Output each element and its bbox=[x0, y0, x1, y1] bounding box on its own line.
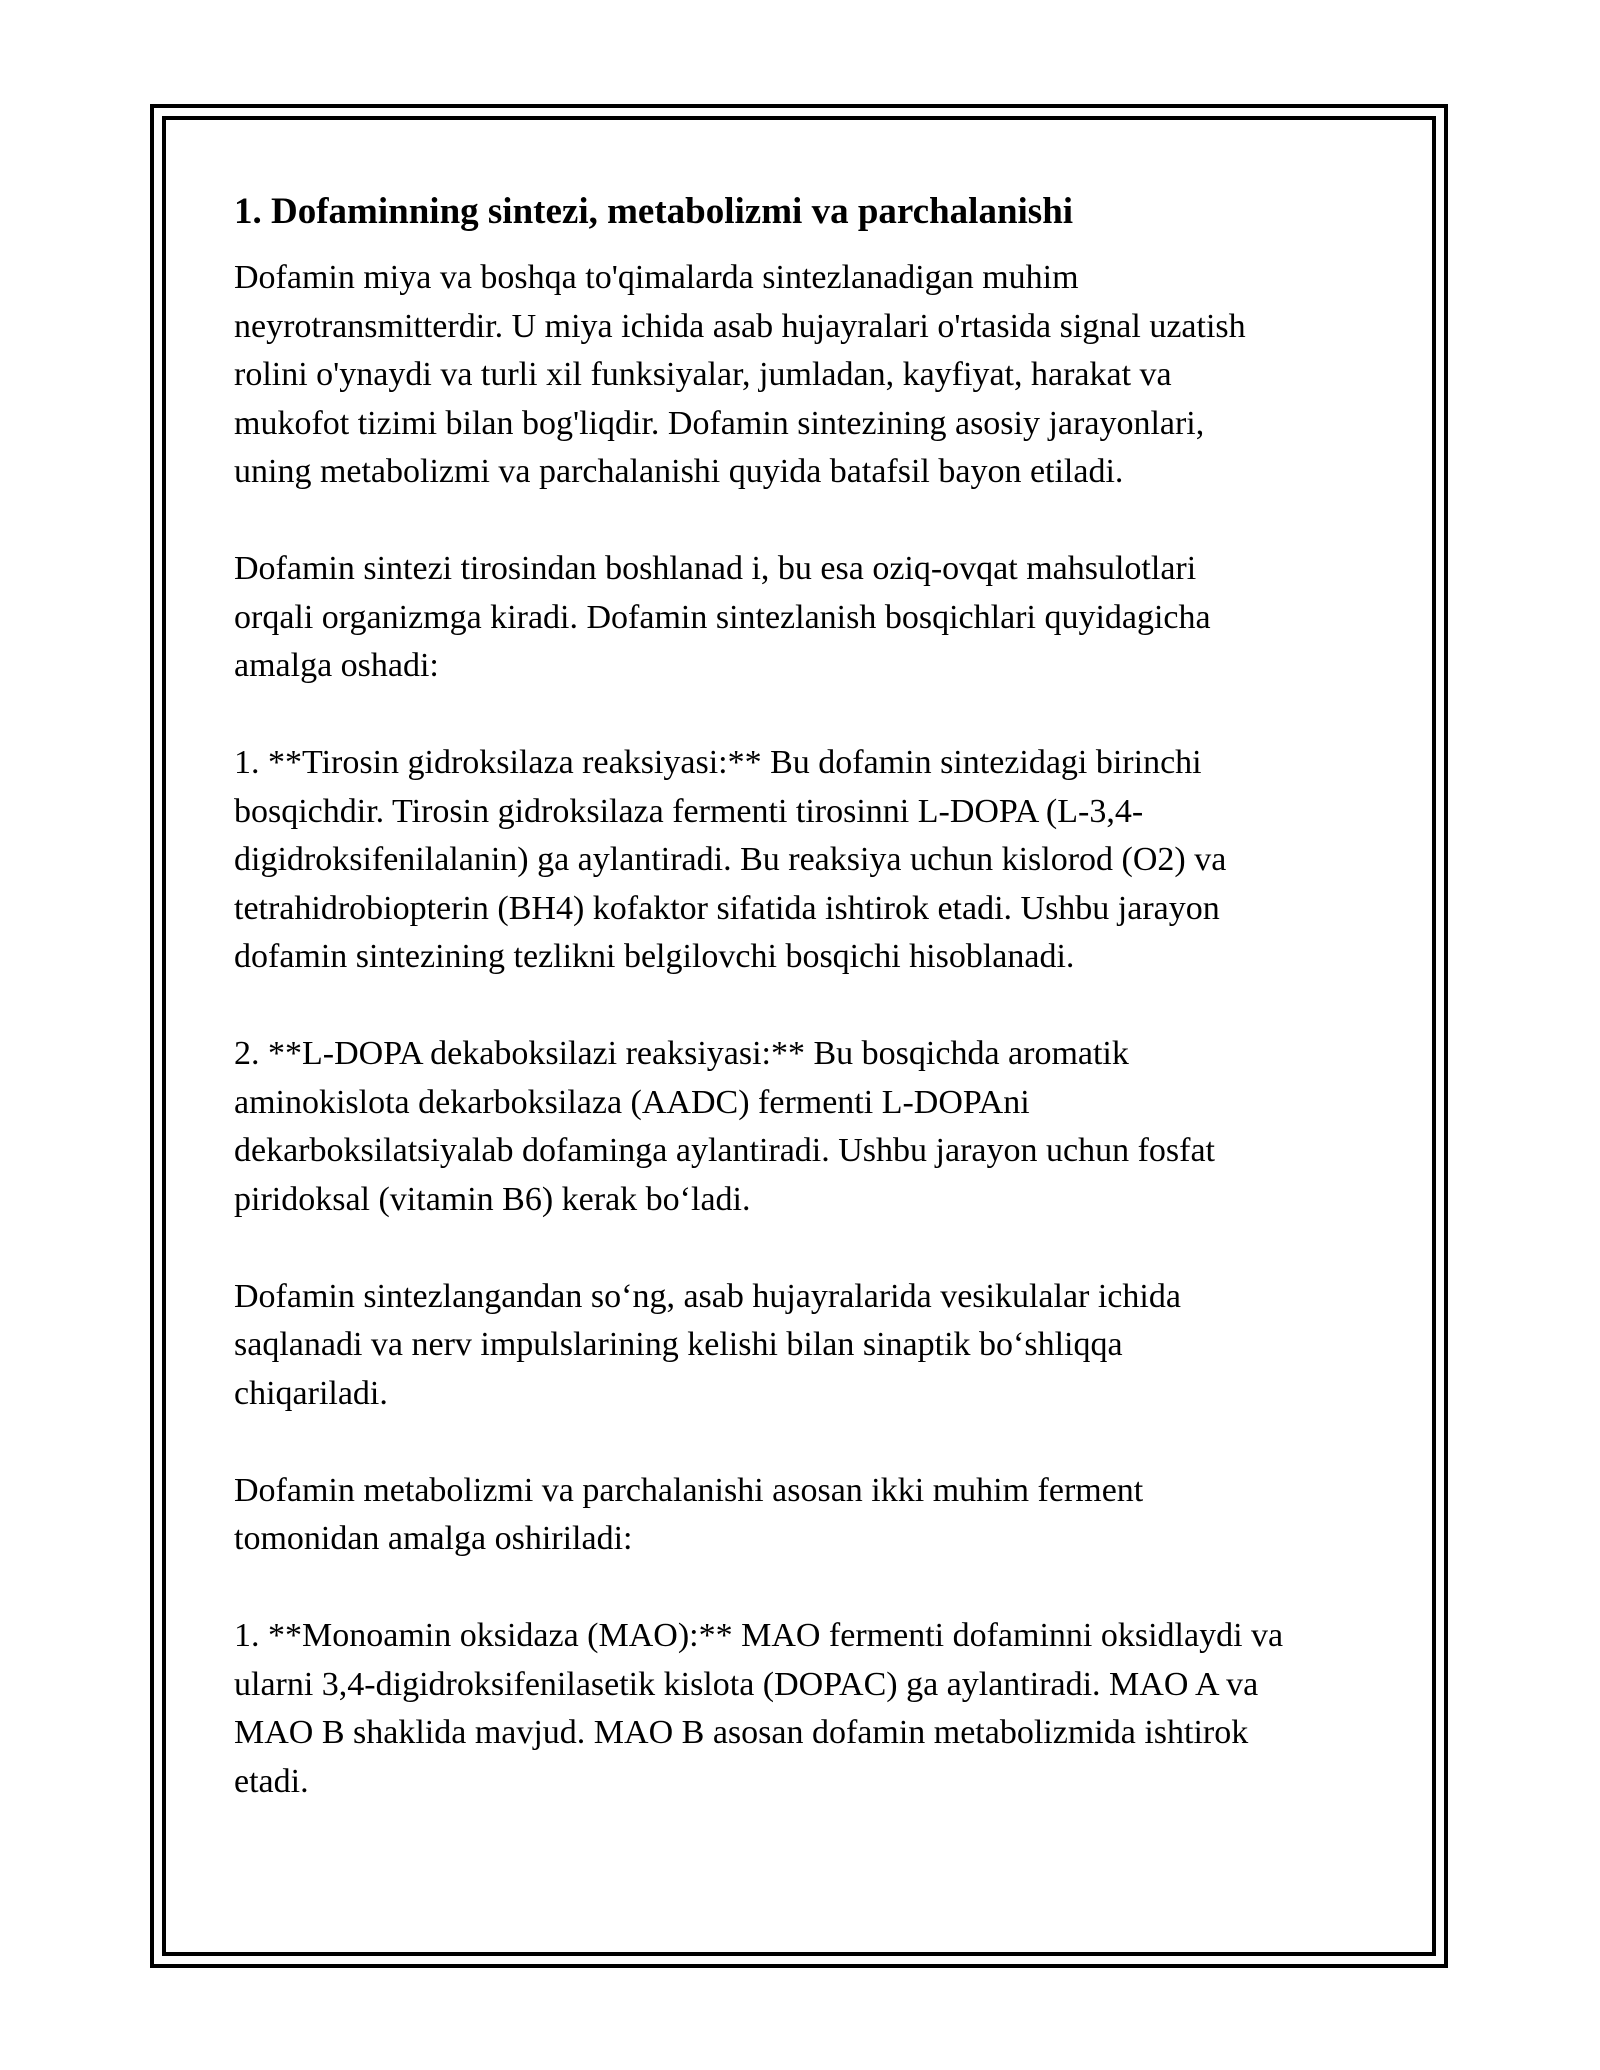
paragraph bbox=[234, 254, 1384, 497]
paragraph-line: bosqichdir. Tirosin gidroksilaza fermenti tirosinni L-DOPA (L-3,4- bbox=[234, 792, 1144, 830]
paragraph-line: tetrahidrobiopterin (BH4) kofaktor sifatida ishtirok etadi. Ushbu jarayon bbox=[234, 889, 1220, 927]
paragraph-line: rolini o'ynaydi va turli xil funksiyalar, jumladan, kayfiyat, harakat va bbox=[234, 356, 1172, 393]
paragraph bbox=[234, 1612, 1384, 1806]
paragraph-line: Dofamin miya va boshqa to'qimalarda sintezlanadigan muhim bbox=[234, 259, 1079, 296]
section-heading: 1. Dofaminning sintezi, metabolizmi va parchalanishi bbox=[234, 191, 1074, 232]
paragraphs-container bbox=[234, 254, 1384, 1806]
paragraph bbox=[234, 545, 1384, 691]
paragraph-line: saqlanadi va nerv impulslarining kelishi bilan sinaptik bo‘shliqqa bbox=[234, 1326, 1123, 1363]
paragraph bbox=[234, 1273, 1384, 1419]
paragraph-line: ularni 3,4-digidroksifenilasetik kislota (DOPAC) ga aylantiradi. MAO A va bbox=[234, 1665, 1259, 1703]
paragraph bbox=[234, 1030, 1384, 1224]
paragraph-line: chiqariladi. bbox=[234, 1374, 388, 1412]
paragraph-line: dofamin sintezining tezlikni belgilovchi bosqichi hisoblanadi. bbox=[234, 938, 1075, 975]
paragraph-line: 1. **Tirosin gidroksilaza reaksiyasi:** Bu dofamin sintezidagi birinchi bbox=[234, 744, 1202, 781]
paragraph-line: tomonidan amalga oshiriladi: bbox=[234, 1520, 633, 1557]
paragraph-line: MAO B shaklida mavjud. MAO B asosan dofamin metabolizmida ishtirok bbox=[234, 1714, 1249, 1751]
paragraph-line: digidroksifenilalanin) ga aylantiradi. Bu reaksiya uchun kislorod (O2) va bbox=[234, 841, 1227, 878]
paragraph-line: amalga oshadi: bbox=[234, 647, 439, 684]
paragraph-line: etadi. bbox=[234, 1762, 309, 1800]
paragraph-line: aminokislota dekarboksilaza (AADC) fermenti L-DOPAni bbox=[234, 1083, 1030, 1121]
paragraph-line: orqali organizmga kiradi. Dofamin sintezlanish bosqichlari quyidagicha bbox=[234, 598, 1211, 636]
paragraph-line: Dofamin metabolizmi va parchalanishi asosan ikki muhim ferment bbox=[234, 1471, 1144, 1509]
paragraph bbox=[234, 739, 1384, 982]
paragraph-line: 2. **L-DOPA dekaboksilazi reaksiyasi:** Bu bosqichda aromatik bbox=[234, 1035, 1129, 1072]
paragraph-line: neyrotransmitterdir. U miya ichida asab hujayralari o'rtasida signal uzatish bbox=[234, 307, 1246, 345]
paragraph-line: Dofamin sintezlangandan so‘ng, asab hujayralarida vesikulalar ichida bbox=[234, 1277, 1181, 1315]
paragraph-line: uning metabolizmi va parchalanishi quyida batafsil bayon etiladi. bbox=[234, 453, 1124, 490]
paragraph bbox=[234, 1467, 1384, 1564]
paragraph-line: Dofamin sintezi tirosindan boshlanad i, bu esa oziq-ovqat mahsulotlari bbox=[234, 550, 1197, 587]
paragraph-line: piridoksal (vitamin B6) kerak bo‘ladi. bbox=[234, 1180, 751, 1218]
paragraph-line: 1. **Monoamin oksidaza (MAO):** MAO fermenti dofaminni oksidlaydi va bbox=[234, 1617, 1284, 1654]
document-body bbox=[234, 186, 1384, 1855]
paragraph-line: mukofot tizimi bilan bog'liqdir. Dofamin sintezining asosiy jarayonlari, bbox=[234, 404, 1205, 442]
paragraph-line: dekarboksilatsiyalab dofaminga aylantiradi. Ushbu jarayon uchun fosfat bbox=[234, 1132, 1215, 1169]
